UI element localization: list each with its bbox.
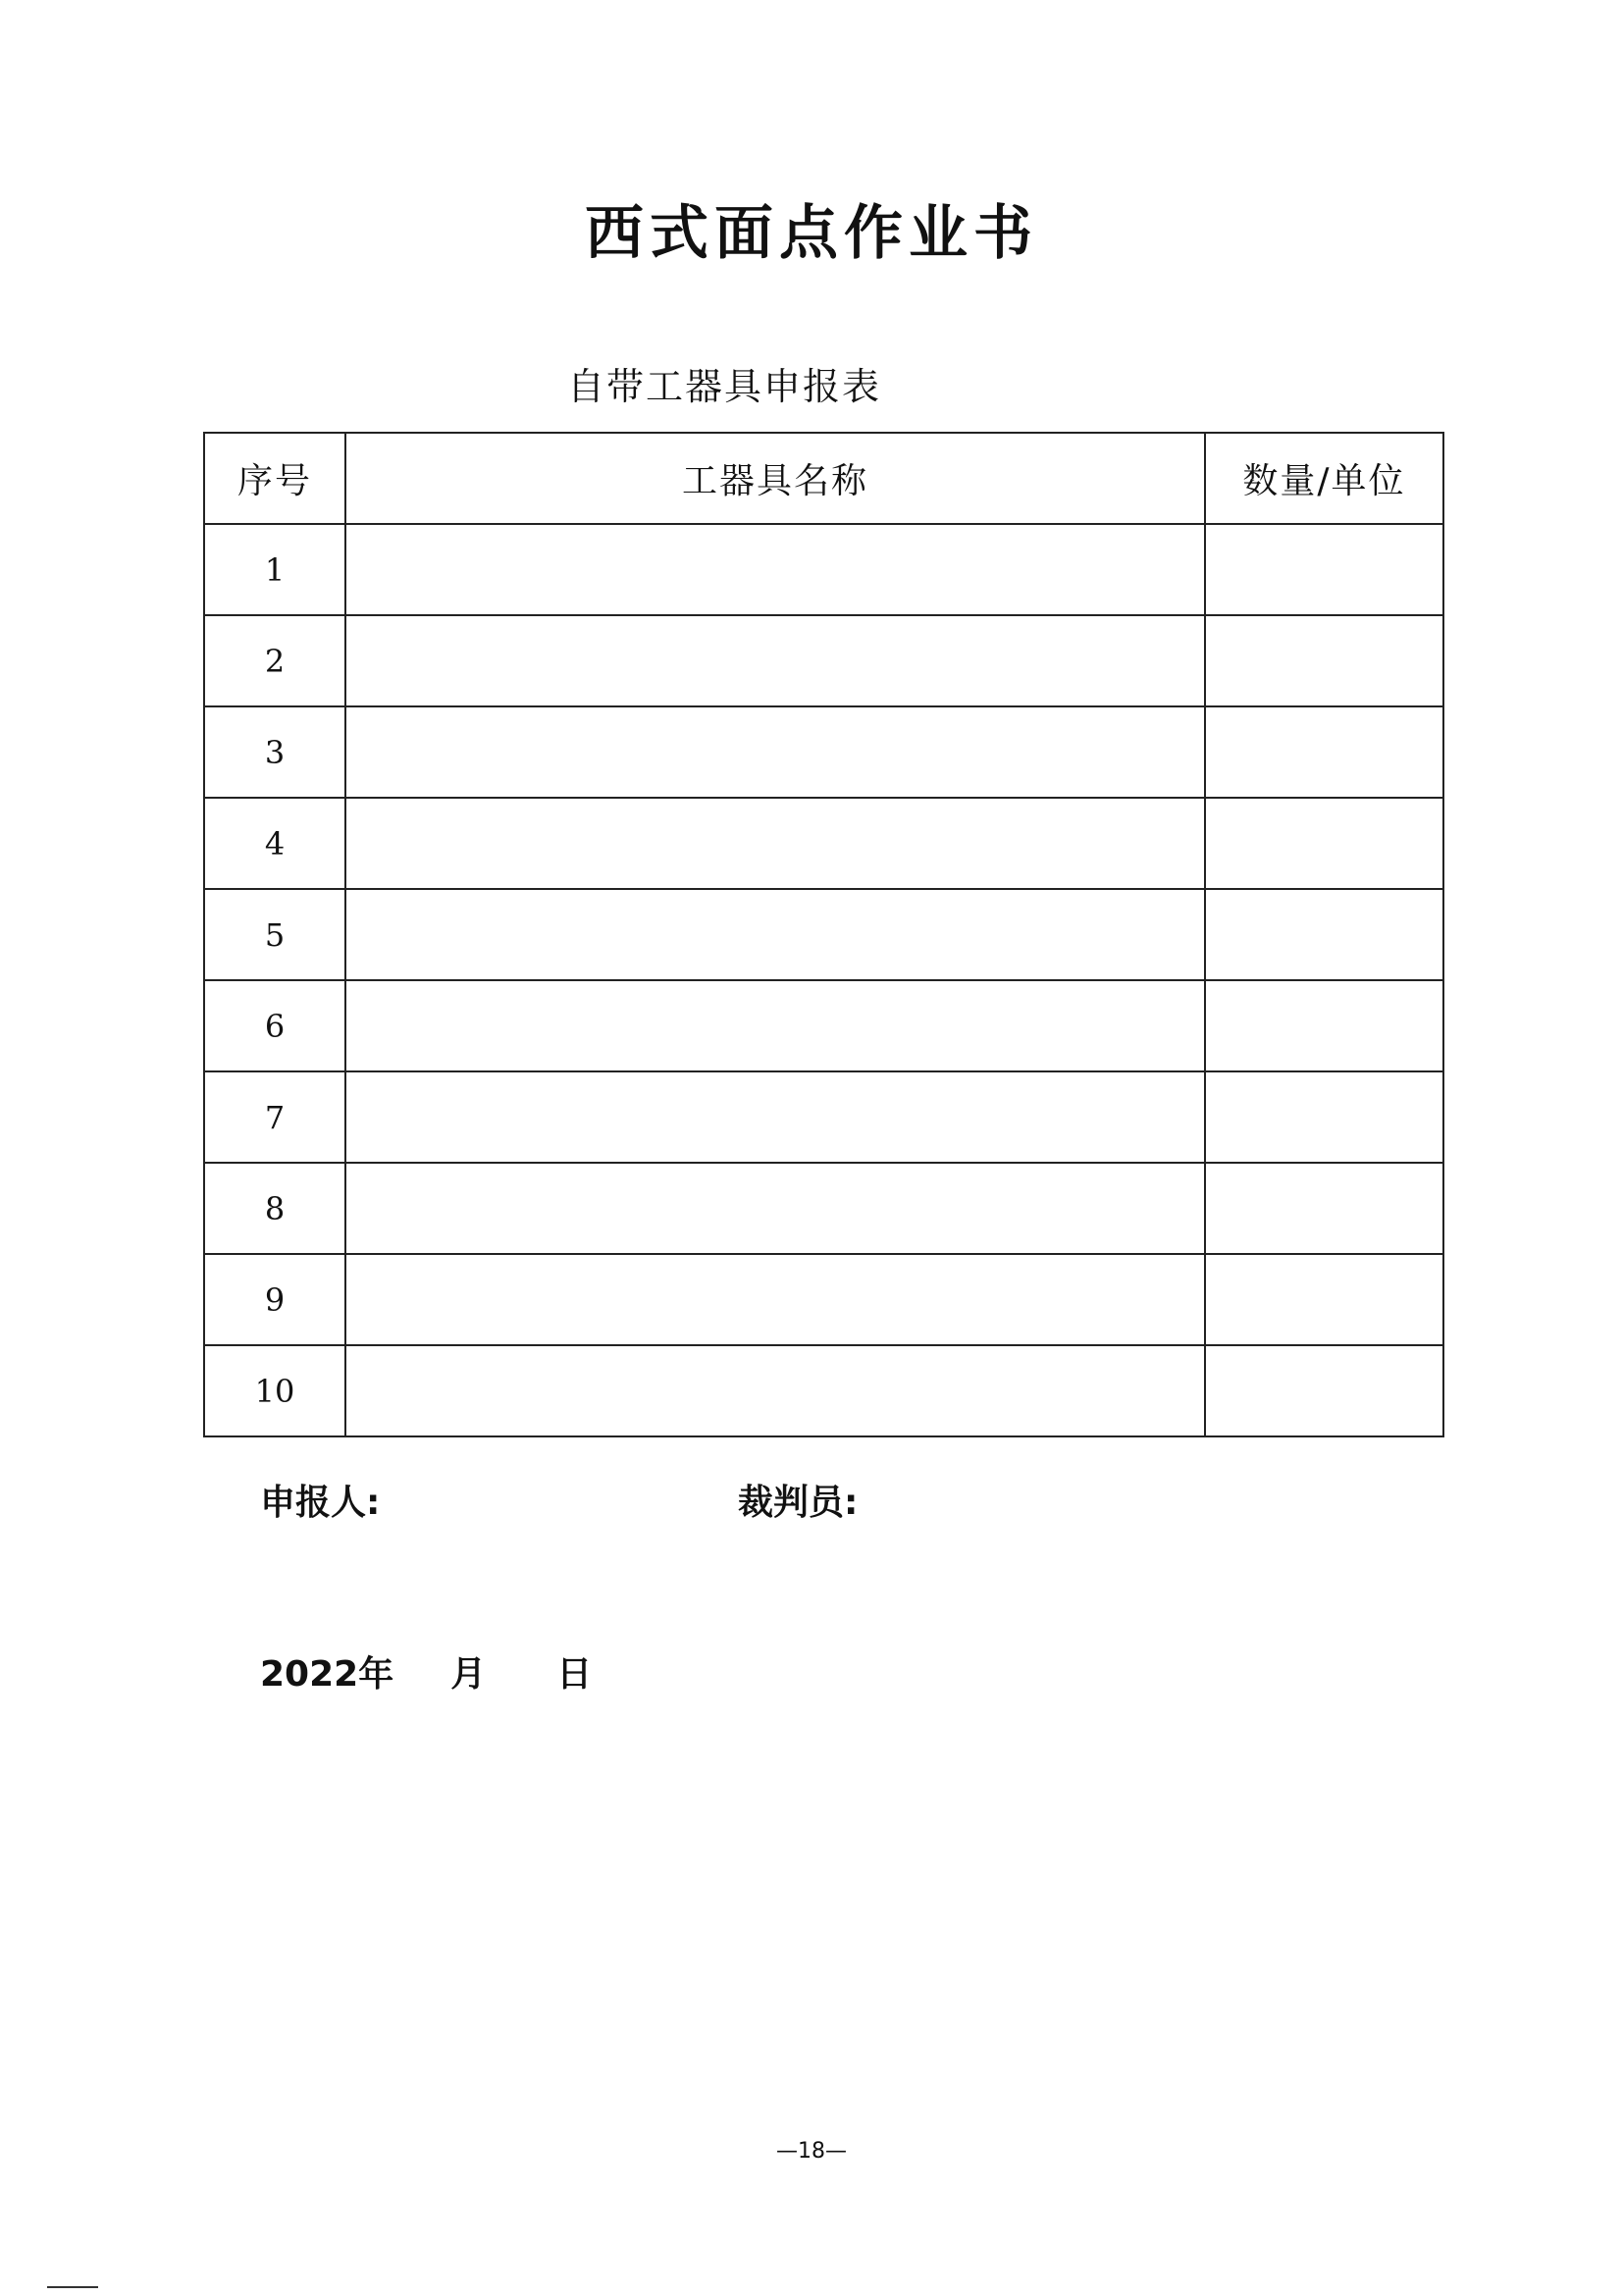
row-quantity-cell[interactable] xyxy=(1205,798,1443,889)
table-row xyxy=(204,1254,1443,1345)
row-tool-name-cell[interactable] xyxy=(345,615,1205,706)
row-tool-name-cell[interactable] xyxy=(345,980,1205,1071)
row-tool-name-cell[interactable] xyxy=(345,1071,1205,1163)
referee-label: 裁判员: xyxy=(738,1483,859,1523)
header-seq: 序号 xyxy=(204,433,345,524)
row-tool-name-cell[interactable] xyxy=(345,1345,1205,1436)
row-seq: 2 xyxy=(204,615,345,706)
date-line xyxy=(260,1651,592,1698)
row-tool-name-cell[interactable] xyxy=(345,1163,1205,1254)
table-row xyxy=(204,889,1443,980)
row-tool-name-cell[interactable] xyxy=(345,706,1205,798)
row-seq: 3 xyxy=(204,706,345,798)
page-number: —18— xyxy=(776,2139,847,2164)
table-row xyxy=(204,1345,1443,1436)
row-seq: 6 xyxy=(204,980,345,1071)
row-quantity-cell[interactable] xyxy=(1205,706,1443,798)
header-quantity-unit: 数量/单位 xyxy=(1205,433,1443,524)
row-seq: 8 xyxy=(204,1163,345,1254)
row-tool-name-cell[interactable] xyxy=(345,889,1205,980)
date-day-label: 日 xyxy=(556,1654,593,1695)
row-seq: 5 xyxy=(204,889,345,980)
document-title: 西式面点作业书 xyxy=(585,199,1038,268)
date-year: 2022 xyxy=(260,1654,359,1695)
row-tool-name-cell[interactable] xyxy=(345,1254,1205,1345)
table-row xyxy=(204,1071,1443,1163)
table-row xyxy=(204,1163,1443,1254)
date-year-label: 年 xyxy=(358,1654,394,1695)
row-quantity-cell[interactable] xyxy=(1205,615,1443,706)
row-tool-name-cell[interactable] xyxy=(345,798,1205,889)
table-row xyxy=(204,524,1443,615)
row-seq: 4 xyxy=(204,798,345,889)
table-row xyxy=(204,980,1443,1071)
row-quantity-cell[interactable] xyxy=(1205,889,1443,980)
row-quantity-cell[interactable] xyxy=(1205,1345,1443,1436)
row-quantity-cell[interactable] xyxy=(1205,1071,1443,1163)
date-month-label: 月 xyxy=(450,1654,487,1695)
table-row xyxy=(204,798,1443,889)
corner-scan-mark xyxy=(47,2286,98,2288)
row-quantity-cell[interactable] xyxy=(1205,980,1443,1071)
row-quantity-cell[interactable] xyxy=(1205,524,1443,615)
row-quantity-cell[interactable] xyxy=(1205,1163,1443,1254)
row-tool-name-cell[interactable] xyxy=(345,524,1205,615)
applicant-label: 申报人: xyxy=(260,1483,381,1523)
row-seq: 9 xyxy=(204,1254,345,1345)
header-tool-name: 工器具名称 xyxy=(345,433,1205,524)
row-seq: 10 xyxy=(204,1345,345,1436)
row-quantity-cell[interactable] xyxy=(1205,1254,1443,1345)
table-row xyxy=(204,706,1443,798)
tool-declaration-table xyxy=(203,432,1444,1437)
table-header-row xyxy=(204,433,1443,524)
table-row xyxy=(204,615,1443,706)
row-seq: 1 xyxy=(204,524,345,615)
form-title: 自带工器具申报表 xyxy=(567,365,882,408)
row-seq: 7 xyxy=(204,1071,345,1163)
